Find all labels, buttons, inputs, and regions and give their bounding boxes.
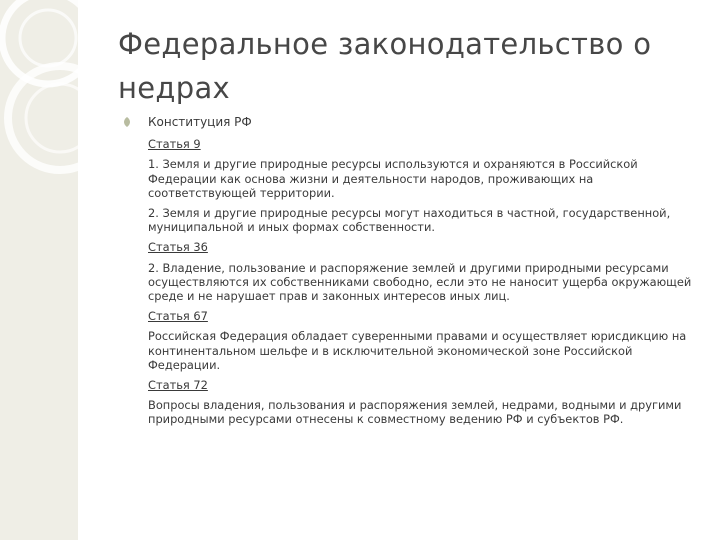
bullet-label: Конституция РФ (148, 115, 252, 129)
article-36 (148, 240, 700, 303)
article-9 (148, 137, 700, 234)
article-paragraph: Российская Федерация обладает суверенными правами и осуществляет юрисдикцию на континентальном шельфе и в исключительной экономической зоне Российской Федерации. (148, 329, 687, 372)
bullet-item (148, 115, 700, 129)
article-paragraph: Вопросы владения, пользования и распоряжения землей, недрами, водными и другими природными ресурсами отнесены к совместному ведению РФ и субъектов РФ. (148, 398, 682, 427)
article-paragraph: 2. Земля и другие природные ресурсы могут находиться в частной, государственной, муниципальной и иных формах собственности. (148, 206, 671, 235)
article-heading: Статья 9 (148, 137, 201, 152)
decorative-circles (0, 0, 78, 540)
decorative-side-band (0, 0, 78, 540)
slide-title: Федеральное законодательство о недрах (118, 27, 652, 105)
article-heading: Статья 67 (148, 309, 208, 324)
leaf-bullet-icon (122, 117, 132, 127)
article-72 (148, 378, 700, 427)
article-67 (148, 309, 700, 372)
article-heading: Статья 72 (148, 378, 208, 393)
slide-content (148, 115, 700, 433)
article-paragraph: 1. Земля и другие природные ресурсы используются и охраняются в Российской Федерации как основа жизни и деятельности народов, проживающих на соответствующей территории. (148, 157, 638, 200)
article-paragraph: 2. Владение, пользование и распоряжение землей и другими природными ресурсами осуществляются их собственниками свободно, если это не наносит ущерба окружающей среде и не нарушает прав и законных интересов иных лиц. (148, 260, 692, 304)
article-heading: Статья 36 (148, 240, 208, 255)
